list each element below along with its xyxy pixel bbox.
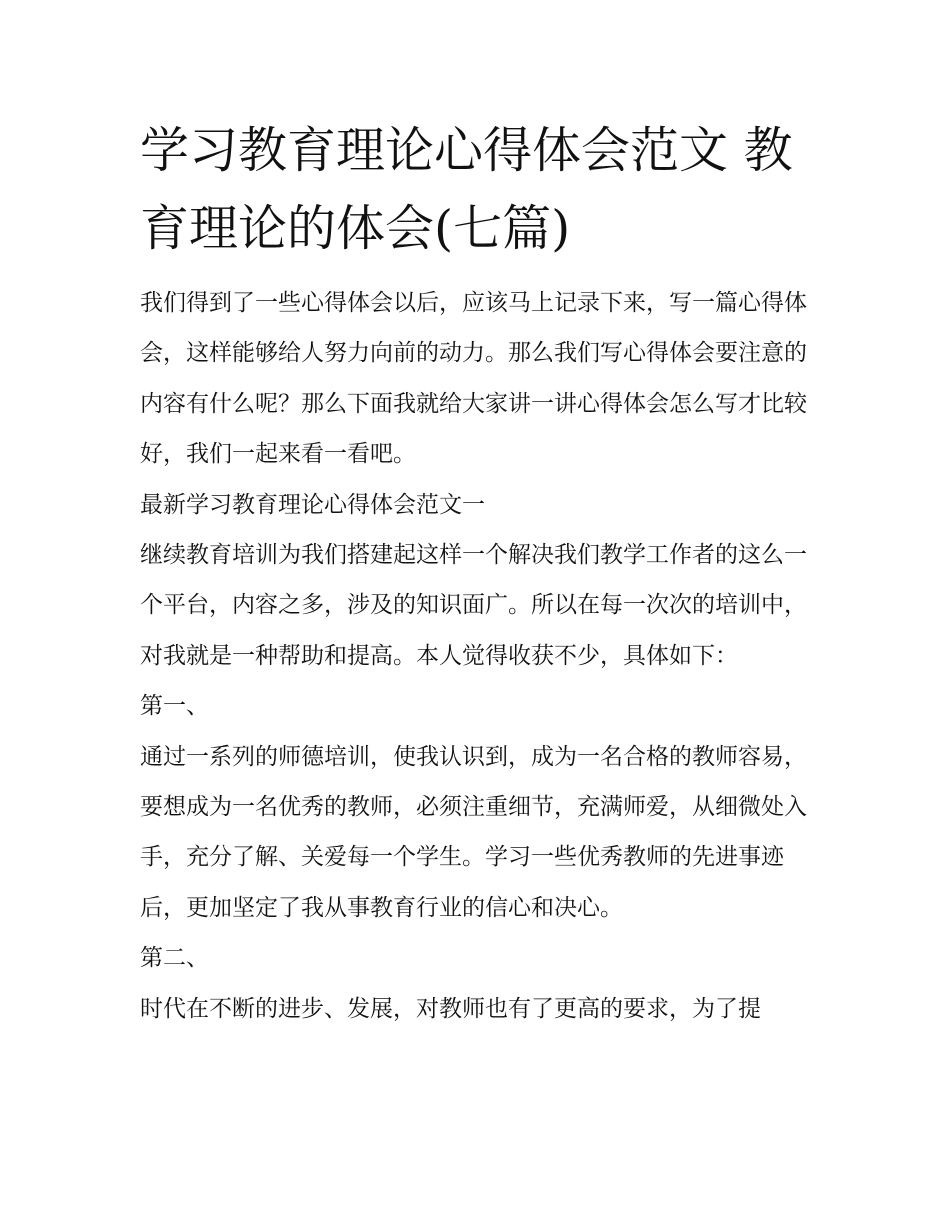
body-paragraph: 通过一系列的师德培训，使我认识到，成为一名合格的教师容易，要想成为一名优秀的教师，必须注重细节，充满师爱，从细微处入手，充分了解、关爱每一个学生。学习一些优秀教师的先进事迹后，更加坚定了我从事教育行业的信心和决心。 <box>140 743 807 921</box>
document-page <box>140 112 815 1034</box>
section-heading-1: 最新学习教育理论心得体会范文一 <box>140 491 485 518</box>
document-title: 学习教育理论心得体会范文 教育理论的体会(七篇) <box>140 122 793 257</box>
intro-paragraph: 我们得到了一些心得体会以后，应该马上记录下来，写一篇心得体会，这样能够给人努力向前的动力。那么我们写心得体会要注意的内容有什么呢？那么下面我就给大家讲一讲心得体会怎么写才比较好，我们一起来看一看吧。 <box>140 290 807 468</box>
point-label-first: 第一、 <box>140 693 209 720</box>
body-paragraph: 继续教育培训为我们搭建起这样一个解决我们教学工作者的这么一个平台，内容之多，涉及的知识面广。所以在每一次次的培训中，对我就是一种帮助和提高。本人觉得收获不少，具体如下： <box>140 542 807 669</box>
point-label-second: 第二、 <box>140 945 209 972</box>
body-paragraph-truncated: 时代在不断的进步、发展，对教师也有了更高的要求，为了提 <box>140 995 761 1022</box>
